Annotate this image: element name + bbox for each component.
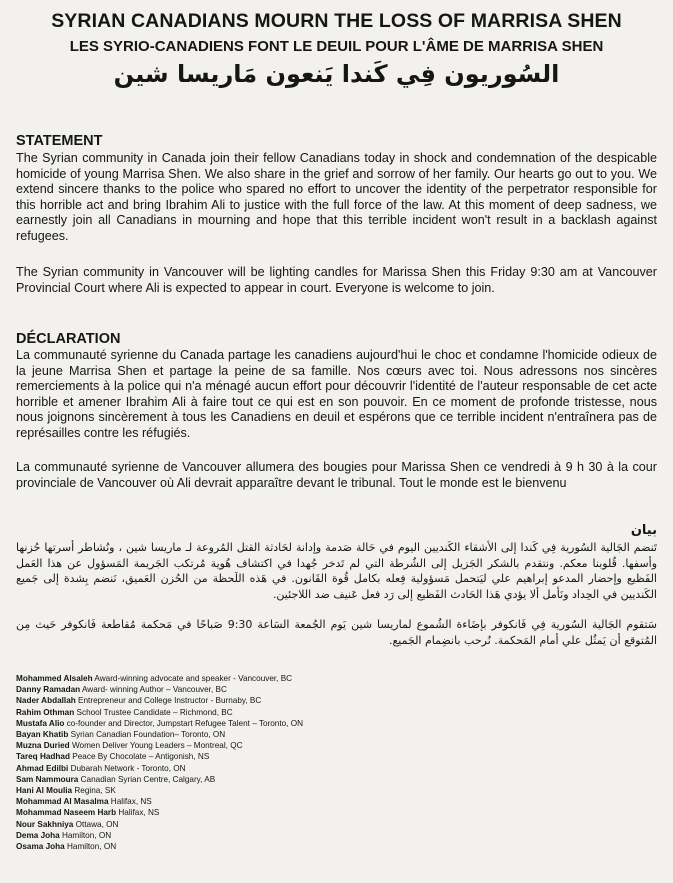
signatory: Muzna Duried Women Deliver Young Leaders – Montreal, QC	[16, 741, 243, 751]
signatory: Mohammad Naseem Harb Halifax, NS	[16, 808, 160, 818]
title-french: LES SYRIO-CANADIENS FONT LE DEUIL POUR L'ÂME DE MARRISA SHEN	[69, 38, 604, 55]
declaration-body	[16, 348, 657, 442]
declaration-paragraph-2: La communauté syrienne de Vancouver allumera des bougies pour Marissa Shen ce vendredi à 9 h 30 à la cour provinciale de Vancouver où Ali devrait apparaître devant le tribunal. Tout le monde est le bienvenu	[16, 460, 657, 490]
arabic-heading: بيان	[630, 523, 657, 538]
signatory: Sam Nammoura Canadian Syrian Centre, Calgary, AB	[16, 774, 216, 784]
signatory: Hani Al Moulia Regina, SK	[16, 786, 116, 796]
signatory: Danny Ramadan Award- winning Author – Vancouver, BC	[16, 685, 227, 695]
signatory: Mohammad Al Masalma Halifax, NS	[16, 797, 152, 807]
title-english: SYRIAN CANADIANS MOURN THE LOSS OF MARRISA SHEN	[51, 10, 622, 32]
declaration-body-2	[16, 460, 657, 491]
signatory: Nour Sakhniya Ottawa, ON	[16, 819, 119, 829]
statement-paragraph-2: The Syrian community in Vancouver will be lighting candles for Marissa Shen this Friday 9:30 am at Vancouver Provincial Court where Ali is expected to appear in court. Everyone is welcome to join.	[16, 265, 657, 295]
signatory: Osama Joha Hamilton, ON	[16, 842, 117, 852]
signatories-list	[16, 673, 303, 852]
signatory: Rahim Othman School Trustee Candidate – Richmond, BC	[16, 707, 233, 717]
declaration-paragraph-1: La communauté syrienne du Canada partage les canadiens aujourd'hui le choc et condamne l'homicide odieux de la jeune Marrisa Shen et partage la peine de sa famille. Nos cœurs avec toi. Nous adressons nos sincères remerciements à la police qui n'a ménagé aucun effort pour découvrir l'identité de l'auteur responsable de cet acte horrible et amener Ibrahim Ali à faire tout ce qui est en son pouvoir. En ce moment de profonde tristesse, nous nous joignons sincèrement à tous les Canadiens en deuil et espérons que ce terrible incident n'entraînera pas de représailles contre les réfugiés.	[16, 348, 657, 440]
declaration-heading: DÉCLARATION	[16, 331, 121, 347]
arabic-paragraph-1: تَنضم الجَالية السُورية فِي كَندا إلى الأشقاء الكَنديين اليوم في حَالة صَدمة وإدانة لحَادثة القتل المُروعة لـ ماريسا شين ، ونُشاطر أسرتها حُزنها وأسفها. قُلوبنا معكم. ونتقدم بالشكر الجَزيل إلى الشُرطة التي لم تَدخر جُهدا في اكتشاف هُوية مُرتكب الجَريمة المَسؤول عن هذا العَمل الفَظيع وإحضار المدعو إبراهيم علي ليَتحمل مَسؤولية فِعله بكامل قُوة القَانون. في هَذه اللَحظة من الحُزن العَميق، نَنضم بِشدة إلى جَميع الكَنديين في الحِداد ونَأمل ألا يؤدي هَذا الحَادث الفَظيع إلى رَد فعل عَنيف ضد اللاجئين.	[16, 541, 657, 601]
signatory: Mohammed Alsaleh Award-winning advocate and speaker - Vancouver, BC	[16, 674, 293, 683]
statement-heading: STATEMENT	[16, 133, 103, 149]
signatory: Tareq Hadhad Peace By Chocolate – Antigonish, NS	[16, 752, 210, 762]
signatory: Bayan Khatib Syrian Canadian Foundation– Toronto, ON	[16, 730, 226, 740]
signatory: Nader Abdallah Entrepreneur and College Instructor - Burnaby, BC	[16, 696, 262, 706]
title-arabic: السُوريون فِي كَندا يَنعون مَاريسا شين	[113, 60, 560, 88]
statement-body-2	[16, 265, 657, 296]
statement-paragraph-1: The Syrian community in Canada join their fellow Canadians today in shock and condemnation of the despicable homicide of young Marrisa Shen. We also share in the grief and sorrow of her family. Our hearts go out to you. We extend sincere thanks to the police who spared no effort to uncover the identity of the perpetrator responsible for this horrible act and bring Ibrahim Ali to justice with the full force of the law. At this moment of deep sadness, we earnestly join all Canadians in mourning and hope that this terrible incident won't result in a backlash against refugees.	[16, 151, 657, 243]
signatory: Ahmad Edilbi Dubarah Network - Toronto, ON	[16, 763, 186, 773]
statement-body	[16, 151, 657, 245]
signatory: Dema Joha Hamilton, ON	[16, 830, 112, 840]
arabic-paragraph-2: سَتقوم الجَالية السُورية فِي فَانكوفر بإضَاءة الشُموع لماريسا شين يَوم الجُمعة السَاعة 9:30 صَباحًا في مَحكمة مُقاطعة فَانكوفر حَيث مِن المُتوقع أن يَمثُل علي أمام المَحكمة. نُرحب بانضِمام الجَميع.	[16, 618, 657, 647]
signatory: Mustafa Alio co-founder and Director, Jumpstart Refugee Talent – Toronto, ON	[16, 718, 304, 728]
